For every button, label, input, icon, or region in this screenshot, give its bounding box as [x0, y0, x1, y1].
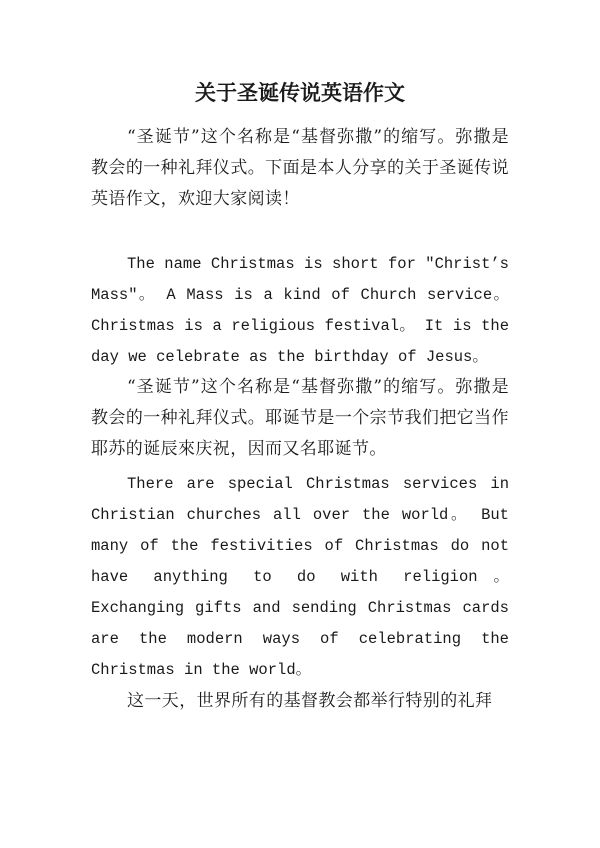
document-title: 关于圣诞传说英语作文 [195, 81, 405, 105]
paragraph-intro-chinese: “圣诞节”这个名称是“基督弥撒”的缩写。弥撒是教会的一种礼拜仪式。下面是本人分享的关于圣诞传说英语作文，欢迎大家阅读！ [91, 127, 509, 209]
paragraph-name-origin-english: The name Christmas is short for "Christ’s Mass"。 A Mass is a kind of Church service。 Christmas is a religious festival。 It is the day we celebrate as the birthday of Jesus。 [91, 255, 509, 366]
paragraph-services-english: There are special Christmas services in Christian churches all over the world。 But many of the festivities of Christmas do not have anything to do with religion。 Exchanging gifts and sending Christmas cards are the modern ways of celebrating the Christmas in the world。 [91, 475, 509, 679]
paragraph-name-origin-chinese: “圣诞节”这个名称是“基督弥撒”的缩写。弥撒是教会的一种礼拜仪式。耶诞节是一个宗节我们把它当作耶苏的诞辰來庆祝，因而又名耶诞节。 [91, 377, 509, 459]
paragraph-services-chinese: 这一天，世界所有的基督教会都举行特别的礼拜 [127, 691, 493, 711]
